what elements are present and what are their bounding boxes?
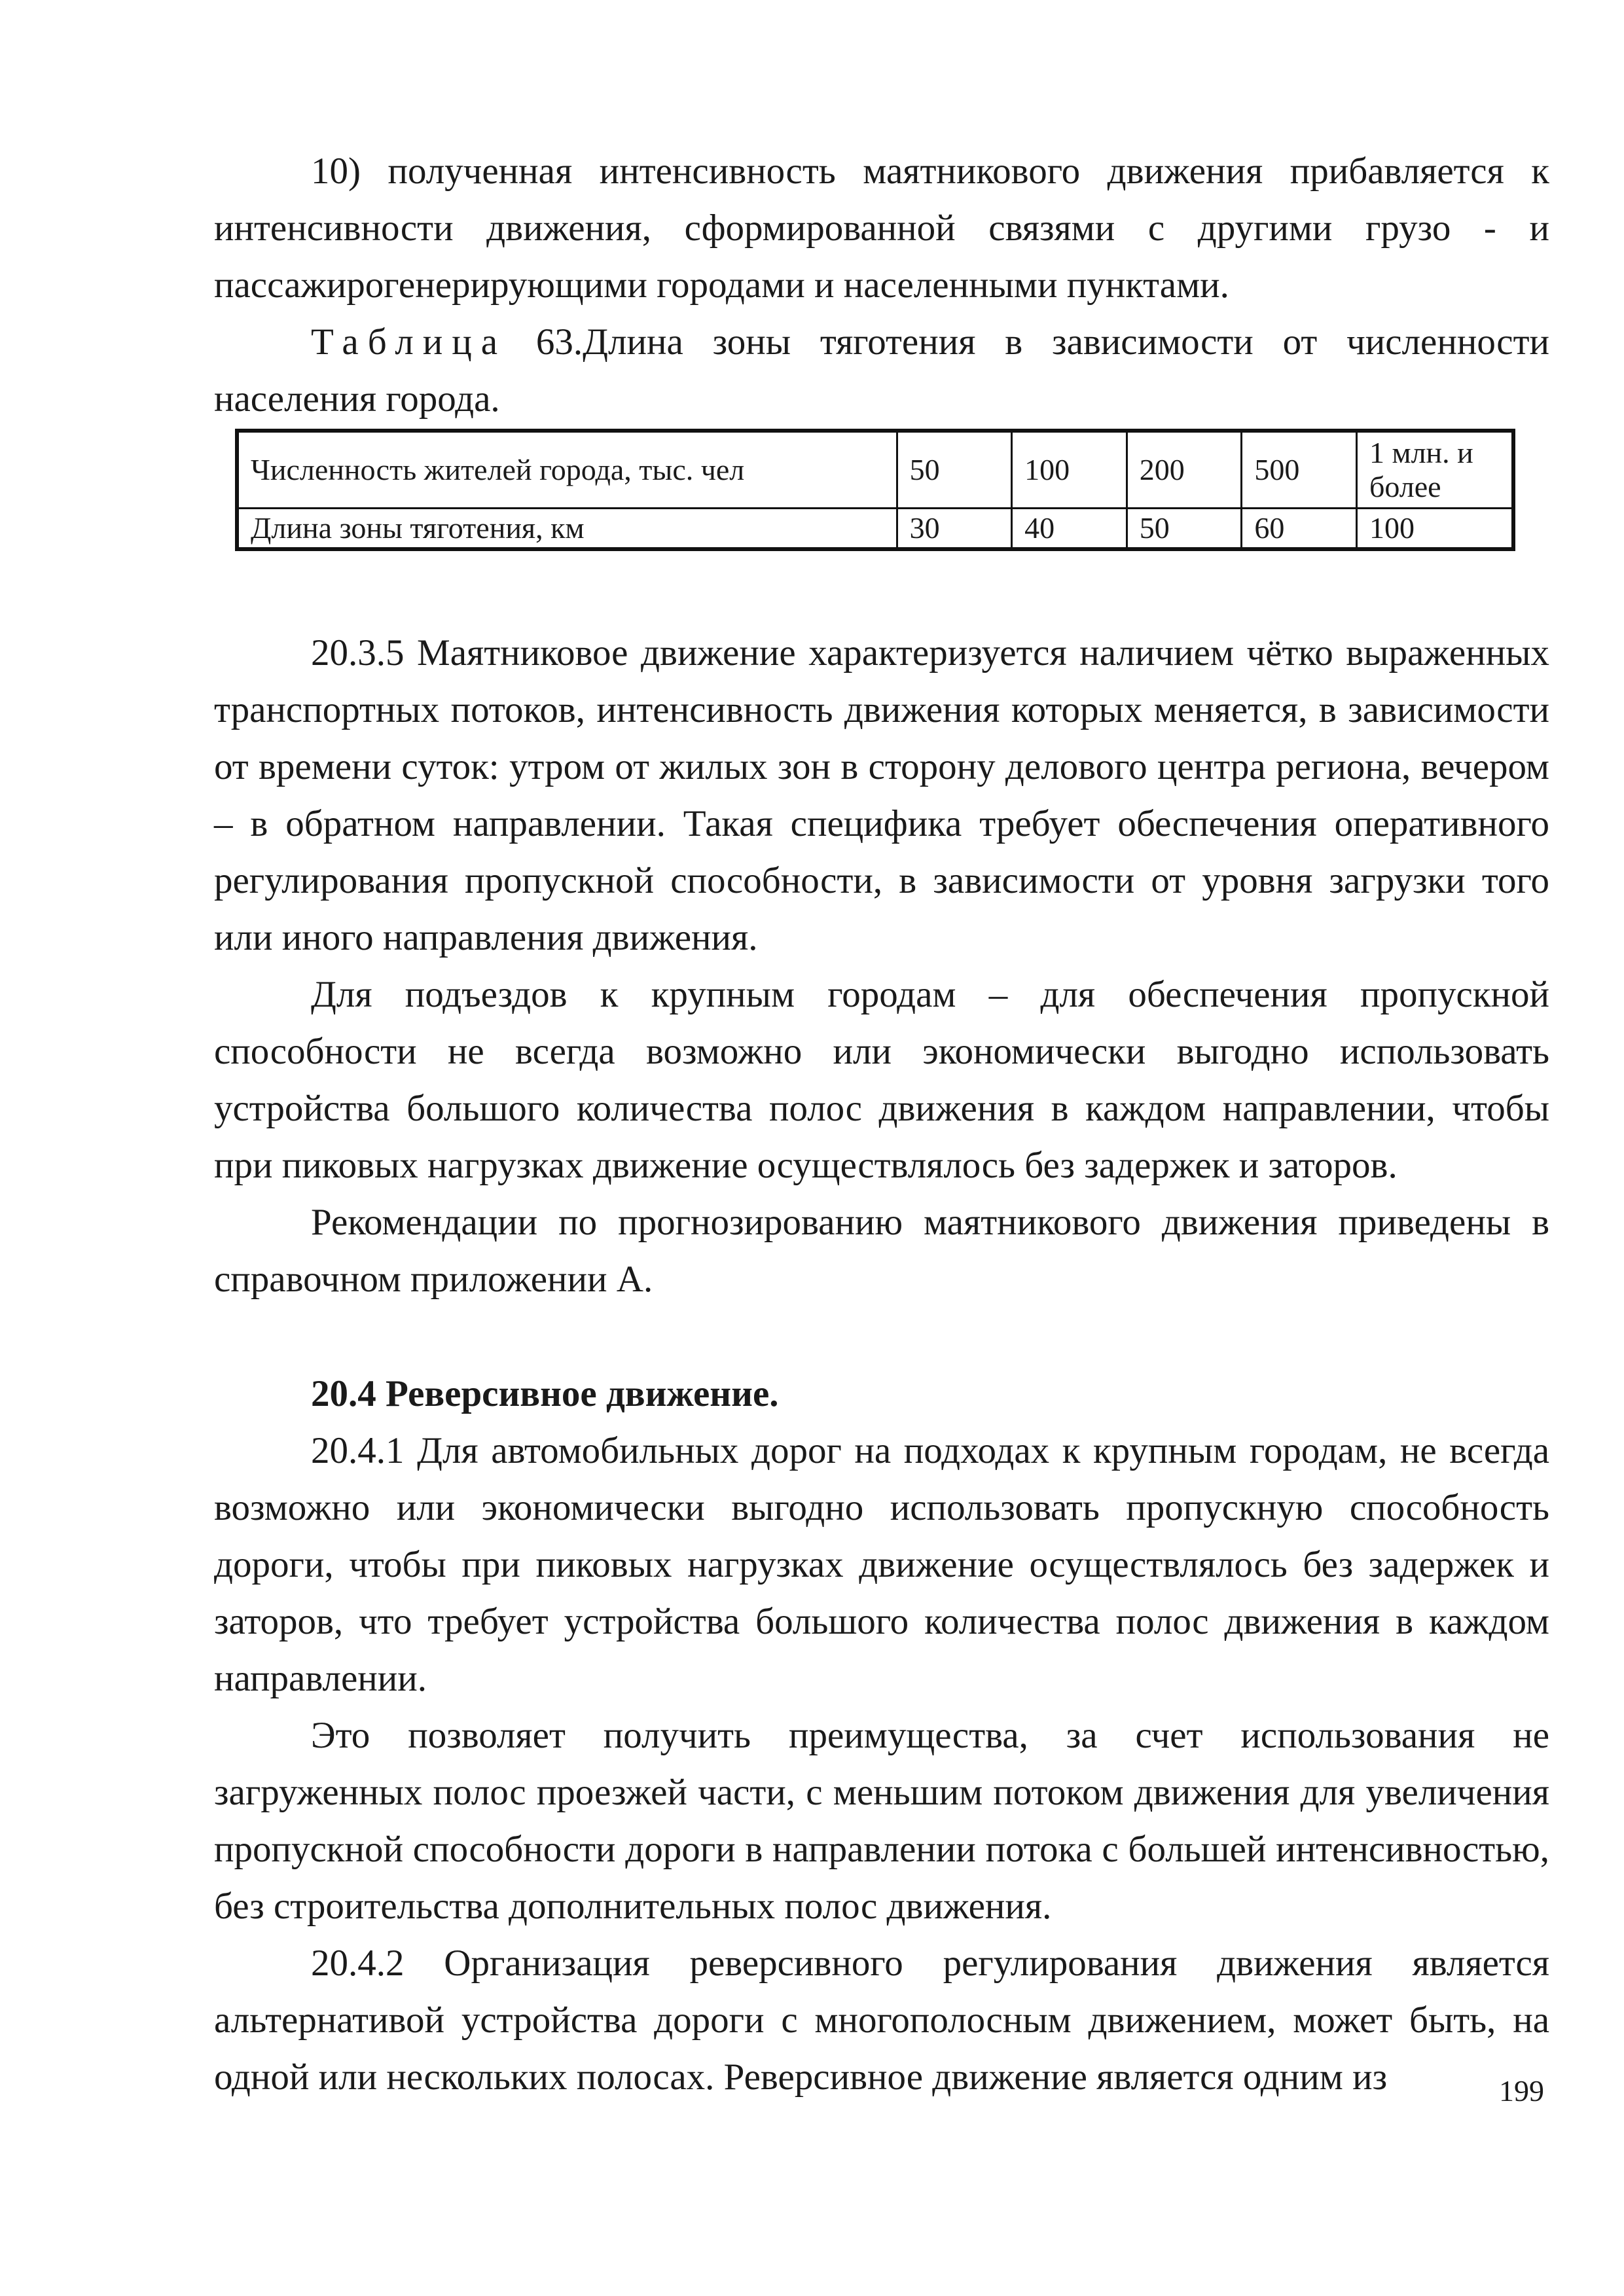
table-caption [214, 314, 1549, 427]
gravity-zone-table [235, 429, 1515, 551]
section-heading-20-4: 20.4 Реверсивное движение. [311, 1373, 779, 1414]
table-cell: 50 [897, 431, 1012, 509]
table-cell: 100 [1356, 509, 1513, 550]
table-caption-text: 63.Длина зоны тяготения в зависимости от численности населения города. [214, 321, 1549, 420]
page-number: 199 [1499, 2074, 1544, 2108]
paragraph-20-3-5: 20.3.5 Маятниковое движение характеризуется наличием чётко выраженных транспортных потоков, интенсивность движения которых меняется, в зависимости от времени суток: утром от жилых зон в сторону делового центра региона, вечером – в обратном направлении. Такая специфика требует обеспечения оперативного регулирования пропускной способности, в зависимости от уровня загрузки того или иного направления движения. [214, 632, 1549, 958]
paragraph-recommendations: Рекомендации по прогнозированию маятникового движения приведены в справочном приложении А. [214, 1202, 1549, 1300]
paragraph-20-4-1: 20.4.1 Для автомобильных дорог на подходах к крупным городам, не всегда возможно или экономически выгодно использовать пропускную способность дороги, чтобы при пиковых нагрузках движение осуществлялось без задержек и заторов, что требует устройства большого количества полос движения в каждом направлении. [214, 1430, 1549, 1699]
spacer [214, 551, 1549, 624]
table-cell: 1 млн. и более [1356, 431, 1513, 509]
table-cell: Численность жителей города, тыс. чел [237, 431, 897, 509]
table-cell: 100 [1012, 431, 1127, 509]
table-cell: 40 [1012, 509, 1127, 550]
table-row [237, 509, 1513, 550]
table-cell: 200 [1127, 431, 1242, 509]
paragraph-20-4-2: 20.4.2 Организация реверсивного регулирования движения является альтернативой устройства дороги с многополосным движением, может быть, на одной или нескольких полосах. Реверсивное движение является одним из [214, 1943, 1549, 2098]
paragraph-approaches: Для подъездов к крупным городам – для обеспечения пропускной способности не всегда возможно или экономически выгодно использовать устройства большого количества полос движения в каждом направлении, чтобы при пиковых нагрузках движение осуществлялось без задержек и заторов. [214, 974, 1549, 1186]
spacer [214, 1308, 1549, 1365]
table-cell: 500 [1242, 431, 1357, 509]
table-row [237, 431, 1513, 509]
table-cell: Длина зоны тяготения, км [237, 509, 897, 550]
table-cell: 30 [897, 509, 1012, 550]
table-cell: 60 [1242, 509, 1357, 550]
table-cell: 50 [1127, 509, 1242, 550]
paragraph-intensity-addition: 10) полученная интенсивность маятникового движения прибавляется к интенсивности движения, сформированной связями с другими грузо - и пассажирогенерирующими городами и населенными пунктами. [214, 151, 1549, 306]
paragraph-advantages: Это позволяет получить преимущества, за счет использования не загруженных полос проезжей части, с меньшим потоком движения для увеличения пропускной способности дороги в направлении потока с большей интенсивностью, без строительства дополнительных полос движения. [214, 1715, 1549, 1927]
document-page [214, 143, 1549, 2106]
table-caption-prefix: Таблица [311, 321, 507, 363]
